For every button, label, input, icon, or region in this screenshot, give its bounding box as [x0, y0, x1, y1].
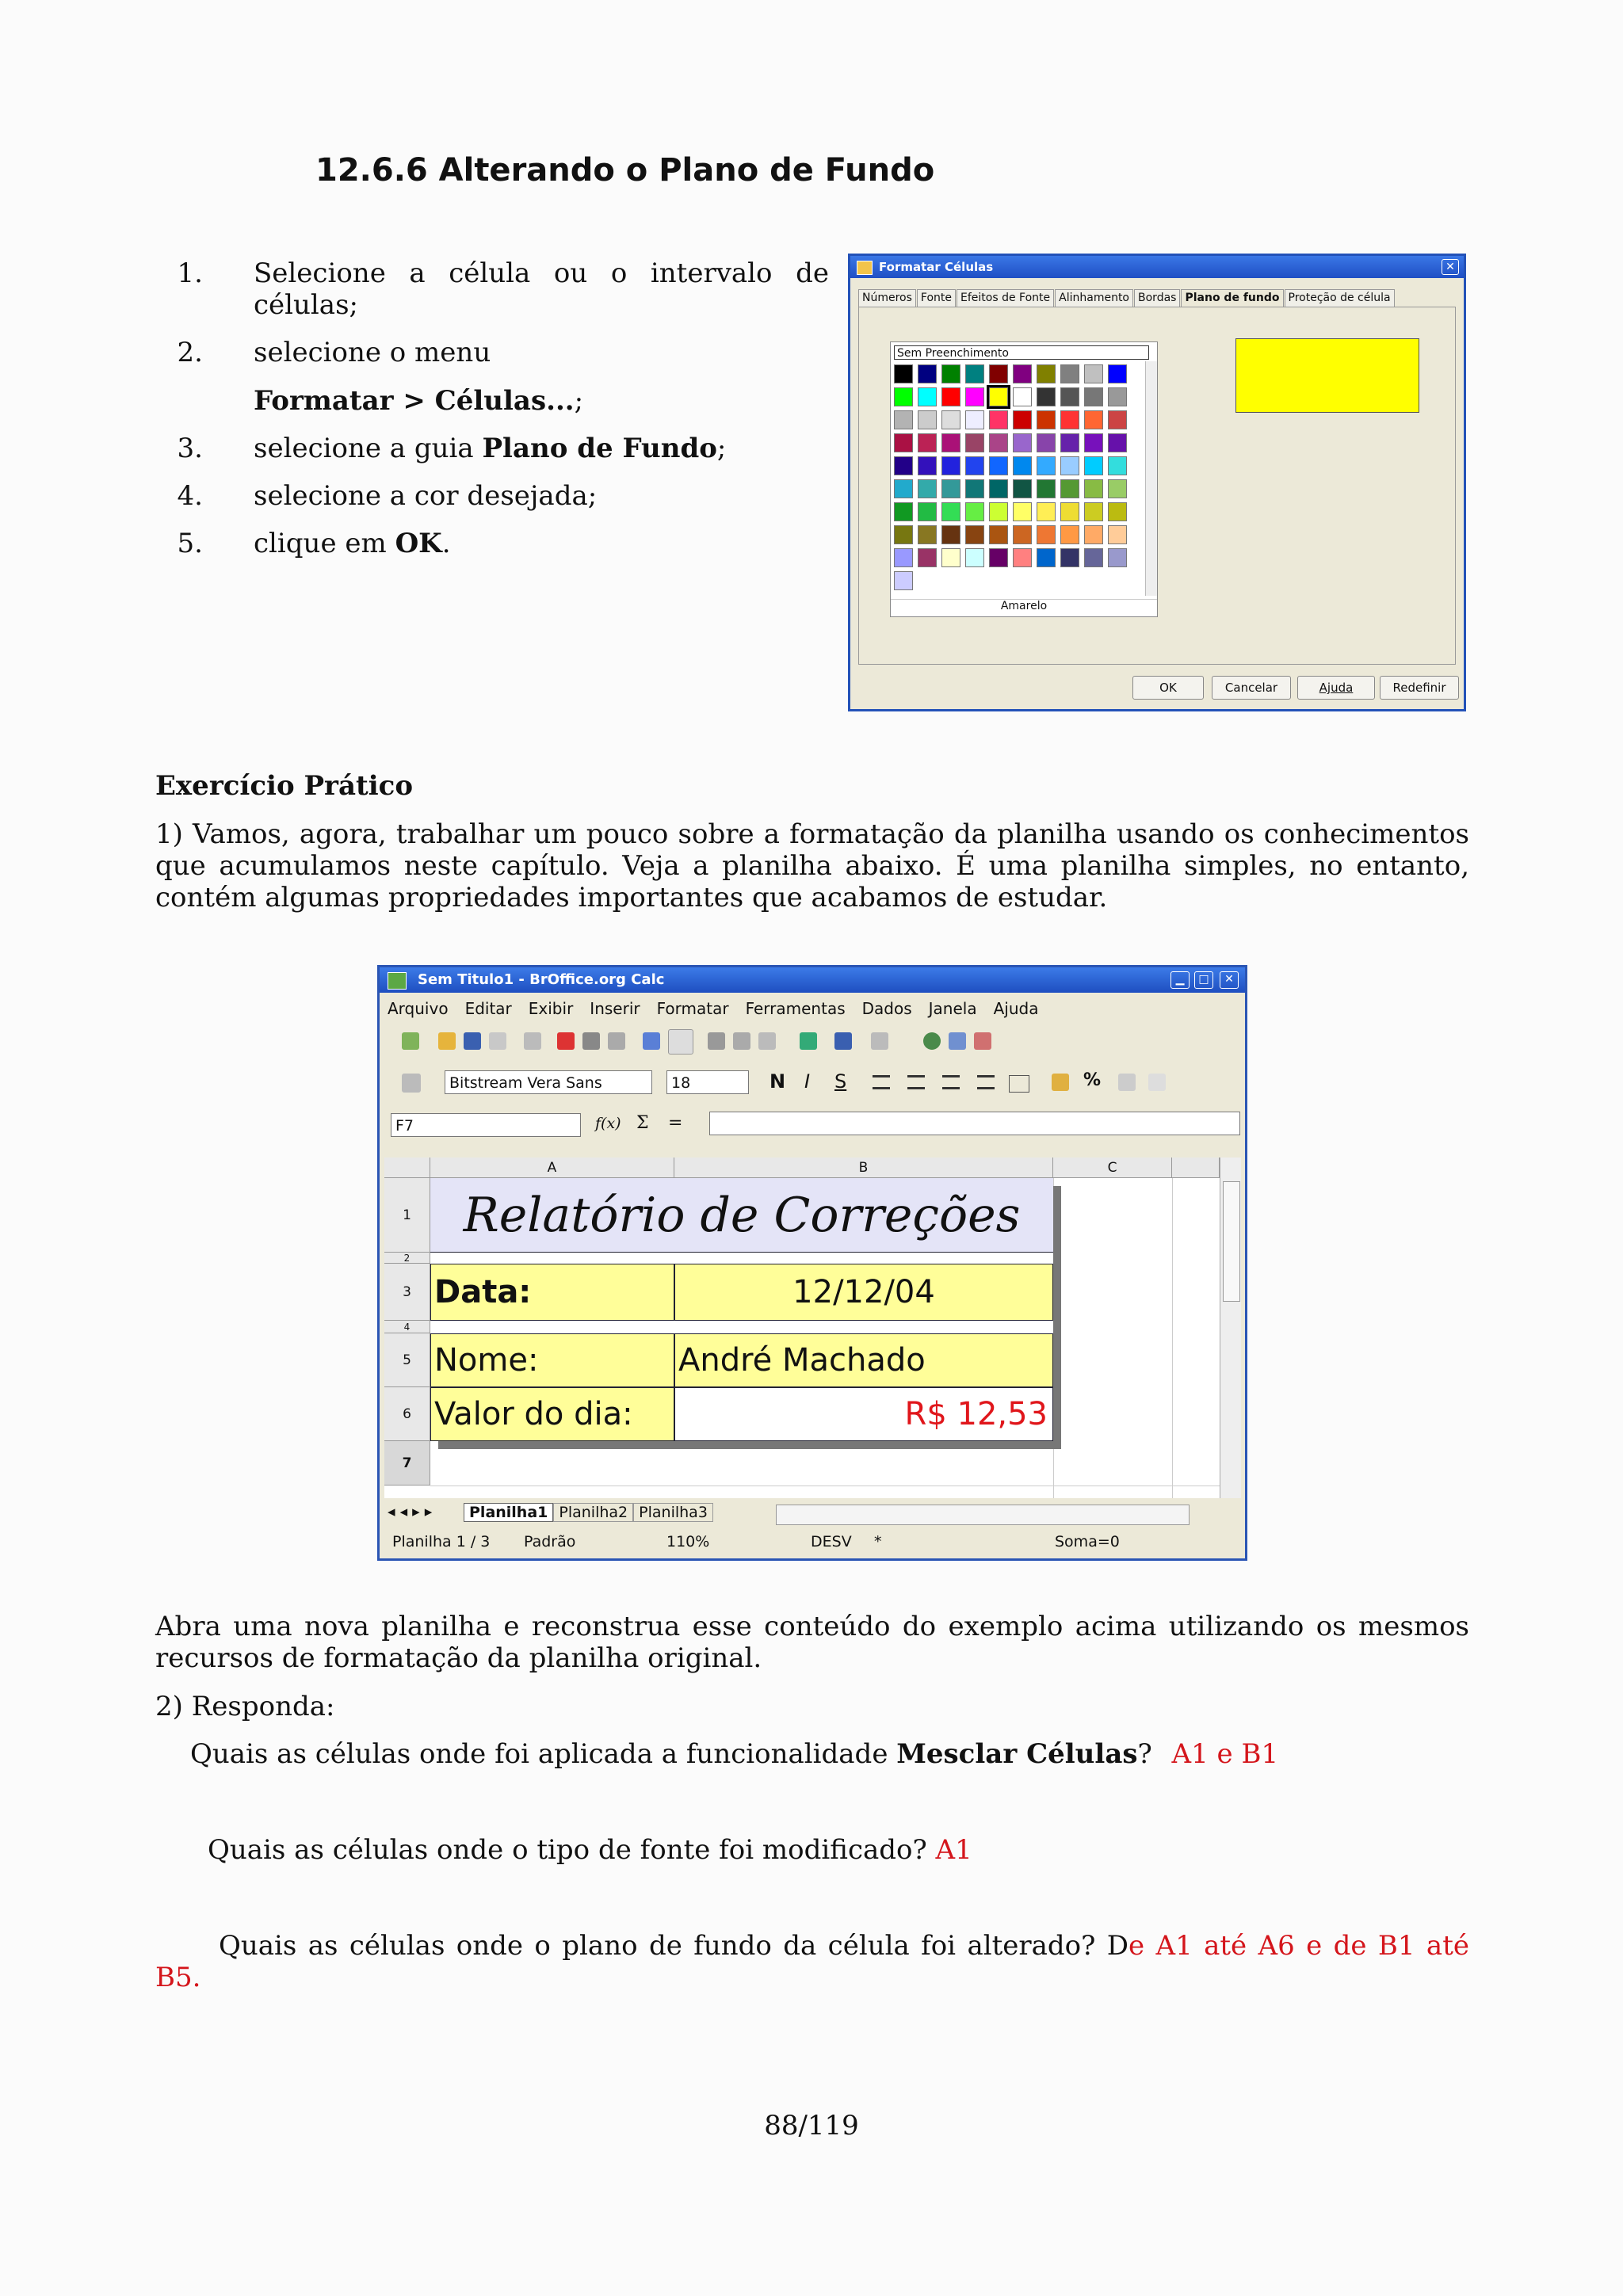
function-wizard-icon[interactable]: f(x) — [595, 1115, 621, 1132]
question-1: Quais as células onde foi aplicada a funcionalidade Mesclar Células? A1 e B1 — [190, 1738, 1279, 1770]
cell-b6[interactable]: R$ 12,53 — [674, 1387, 1053, 1441]
color-swatch[interactable] — [1013, 364, 1032, 383]
cell-a3[interactable]: Data: — [430, 1264, 674, 1321]
menu-ferramentas[interactable]: Ferramentas — [745, 999, 846, 1018]
color-swatch[interactable] — [894, 433, 913, 452]
color-swatch[interactable] — [965, 410, 984, 429]
color-swatch[interactable] — [894, 479, 913, 498]
column-header-a[interactable]: A — [430, 1158, 674, 1178]
edit-file-icon[interactable] — [524, 1032, 541, 1050]
color-swatch[interactable] — [1060, 364, 1079, 383]
status-sheet: Planilha 1 / 3 — [392, 1533, 491, 1550]
tab-numeros[interactable]: Números — [858, 289, 916, 307]
color-swatch[interactable] — [989, 525, 1008, 544]
color-swatch[interactable] — [918, 364, 937, 383]
reset-button[interactable]: Redefinir — [1380, 676, 1459, 700]
color-swatch[interactable] — [1108, 502, 1127, 521]
pdf-icon[interactable] — [557, 1032, 575, 1050]
color-swatch[interactable] — [1037, 410, 1056, 429]
color-swatch[interactable] — [1084, 525, 1103, 544]
calc-titlebar: Sem Titulo1 - BrOffice.org Calc ▁ □ ✕ — [380, 967, 1245, 993]
row-header-2[interactable]: 2 — [384, 1253, 430, 1264]
minimize-icon[interactable]: ▁ — [1170, 971, 1190, 989]
undo-icon[interactable] — [834, 1032, 852, 1050]
sheet-tabs — [388, 1503, 713, 1522]
answer-3: e A1 até A6 e de B1 até — [1128, 1930, 1469, 1962]
formula-input[interactable] — [709, 1112, 1240, 1135]
standard-toolbar — [391, 1026, 1223, 1056]
number-format-icon[interactable] — [1118, 1074, 1136, 1091]
row-header-1[interactable]: 1 — [384, 1178, 430, 1253]
redo-icon[interactable] — [871, 1032, 888, 1050]
styles-icon[interactable] — [402, 1074, 421, 1093]
color-swatch[interactable] — [965, 387, 984, 406]
color-swatch[interactable] — [941, 387, 960, 406]
menu-bar — [388, 999, 1055, 1018]
color-swatch[interactable] — [941, 525, 960, 544]
email-icon[interactable] — [489, 1032, 506, 1050]
tab-alinhamento[interactable]: Alinhamento — [1055, 289, 1133, 307]
color-swatch[interactable] — [1108, 548, 1127, 567]
step-1-cont: células; — [254, 289, 358, 321]
color-swatch[interactable] — [918, 387, 937, 406]
column-header-b[interactable]: B — [674, 1158, 1053, 1178]
color-swatch[interactable] — [1013, 525, 1032, 544]
menu-editar[interactable]: Editar — [464, 999, 512, 1018]
status-mode[interactable]: DESV — [811, 1533, 852, 1550]
bold-icon[interactable]: N — [769, 1070, 786, 1093]
page-number: 88/119 — [764, 2110, 859, 2142]
tab-efeitos[interactable]: Efeitos de Fonte — [957, 289, 1054, 307]
color-swatch[interactable] — [941, 364, 960, 383]
copy-icon[interactable] — [733, 1032, 750, 1050]
tab-plano-de-fundo[interactable]: Plano de fundo — [1181, 289, 1283, 307]
color-swatch[interactable] — [1037, 502, 1056, 521]
color-swatch[interactable] — [894, 548, 913, 567]
color-swatch[interactable] — [918, 479, 937, 498]
save-icon[interactable] — [464, 1032, 481, 1050]
cell-a4[interactable] — [430, 1321, 1053, 1333]
step-5: 5. clique em OK. — [177, 528, 451, 559]
color-swatch[interactable] — [1037, 456, 1056, 475]
color-swatch[interactable] — [1060, 456, 1079, 475]
color-swatch[interactable] — [1060, 433, 1079, 452]
format-paintbrush-icon[interactable] — [800, 1032, 817, 1050]
color-swatch[interactable] — [989, 479, 1008, 498]
align-center-icon[interactable] — [907, 1075, 925, 1089]
status-bar — [384, 1531, 1240, 1554]
color-swatch[interactable] — [1037, 548, 1056, 567]
calc-app-icon — [388, 972, 407, 990]
no-fill-option[interactable]: Sem Preenchimento — [894, 345, 1149, 360]
color-swatch[interactable] — [1084, 364, 1103, 383]
status-style: Padrão — [524, 1533, 576, 1550]
color-swatch[interactable] — [965, 502, 984, 521]
color-swatch[interactable] — [1037, 364, 1056, 383]
color-swatch[interactable] — [1013, 548, 1032, 567]
justify-icon[interactable] — [977, 1075, 995, 1089]
exercise-paragraph-2: Abra uma nova planilha e reconstrua esse conteúdo do exemplo acima utilizando os mesmos recursos de formatação da planilha original. — [155, 1611, 1469, 1674]
gridline — [1172, 1178, 1173, 1498]
color-swatch[interactable] — [965, 525, 984, 544]
formatting-toolbar — [391, 1067, 1223, 1099]
color-swatch[interactable] — [1108, 364, 1127, 383]
color-swatch[interactable] — [1013, 410, 1032, 429]
autospell-icon[interactable] — [668, 1029, 693, 1055]
color-swatch[interactable] — [1084, 479, 1103, 498]
color-swatch[interactable] — [894, 364, 913, 383]
corner-cell[interactable] — [384, 1158, 430, 1178]
color-swatch[interactable] — [918, 410, 937, 429]
color-swatch[interactable] — [989, 548, 1008, 567]
print-icon[interactable] — [582, 1032, 600, 1050]
color-swatch[interactable] — [1108, 433, 1127, 452]
sheet-tab-3[interactable]: Planilha3 — [633, 1503, 713, 1522]
color-swatch[interactable] — [918, 456, 937, 475]
color-swatch[interactable] — [894, 410, 913, 429]
menu-exibir[interactable]: Exibir — [528, 999, 574, 1018]
step-3: 3. selecione a guia Plano de Fundo; — [177, 433, 727, 464]
menu-arquivo[interactable]: Arquivo — [388, 999, 449, 1018]
color-swatch[interactable] — [1013, 456, 1032, 475]
step-2: 2. selecione o menu — [177, 337, 491, 368]
hyperlink-icon[interactable] — [923, 1032, 941, 1050]
row-header-6[interactable]: 6 — [384, 1387, 430, 1441]
color-swatch[interactable] — [1013, 433, 1032, 452]
color-swatch[interactable] — [941, 479, 960, 498]
tab-fonte[interactable]: Fonte — [917, 289, 956, 307]
ok-button[interactable]: OK — [1132, 676, 1204, 700]
answer-2: A1 — [935, 1834, 972, 1866]
color-swatch[interactable] — [1060, 479, 1079, 498]
color-swatch[interactable] — [941, 502, 960, 521]
cell-b5[interactable]: André Machado — [674, 1333, 1053, 1387]
color-swatch[interactable] — [1060, 525, 1079, 544]
color-swatch[interactable] — [1084, 456, 1103, 475]
color-swatch[interactable] — [1037, 387, 1056, 406]
font-size-box[interactable]: 18 — [666, 1070, 749, 1094]
color-swatch[interactable] — [918, 502, 937, 521]
color-swatch[interactable] — [1084, 548, 1103, 567]
vertical-scrollbar[interactable] — [1220, 1158, 1241, 1498]
sheet-tab-1[interactable]: Planilha1 — [464, 1503, 553, 1522]
column-header-c[interactable]: C — [1053, 1158, 1172, 1178]
color-preview — [1235, 338, 1419, 413]
new-icon[interactable] — [402, 1032, 419, 1050]
app-icon — [857, 261, 873, 275]
color-swatch[interactable] — [989, 502, 1008, 521]
row-header-5[interactable]: 5 — [384, 1333, 430, 1387]
color-swatch[interactable] — [989, 456, 1008, 475]
align-right-icon[interactable] — [942, 1075, 960, 1089]
percent-icon[interactable]: % — [1083, 1070, 1102, 1090]
menu-dados[interactable]: Dados — [861, 999, 912, 1018]
color-swatch[interactable] — [989, 433, 1008, 452]
color-swatch[interactable] — [989, 410, 1008, 429]
color-swatch[interactable] — [1013, 502, 1032, 521]
color-swatch[interactable] — [1108, 410, 1127, 429]
dialog-titlebar: Formatar Células ✕ — [850, 256, 1464, 278]
color-swatch[interactable] — [989, 364, 1008, 383]
color-swatch[interactable] — [941, 548, 960, 567]
color-swatch[interactable] — [894, 387, 913, 406]
color-swatch[interactable] — [965, 548, 984, 567]
status-zoom[interactable]: 110% — [666, 1533, 710, 1550]
section-heading: 12.6.6 Alterando o Plano de Fundo — [315, 152, 935, 189]
row-header-4[interactable]: 4 — [384, 1321, 430, 1333]
color-swatch[interactable] — [1108, 387, 1127, 406]
color-swatch[interactable] — [1037, 433, 1056, 452]
step-4: 4. selecione a cor desejada; — [177, 480, 598, 512]
status-sum: Soma=0 — [1055, 1533, 1120, 1550]
calc-window — [377, 965, 1247, 1561]
color-swatch[interactable] — [1108, 456, 1127, 475]
answer-3-cont: B5. — [155, 1962, 201, 1993]
question-2: Quais as células onde o tipo de fonte foi modificado? A1 — [208, 1834, 972, 1866]
color-swatch[interactable] — [894, 502, 913, 521]
color-swatch[interactable] — [1060, 502, 1079, 521]
row-header-3[interactable]: 3 — [384, 1264, 430, 1321]
cancel-button[interactable]: Cancelar — [1212, 676, 1291, 700]
color-swatch[interactable] — [894, 525, 913, 544]
color-swatch[interactable] — [1084, 433, 1103, 452]
format-cells-dialog — [848, 254, 1466, 711]
close-icon[interactable]: ✕ — [1220, 971, 1239, 989]
color-swatch[interactable] — [1037, 525, 1056, 544]
tab-protecao[interactable]: Proteção de célula — [1285, 289, 1395, 307]
menu-janela[interactable]: Janela — [928, 999, 977, 1018]
tab-bordas[interactable]: Bordas — [1134, 289, 1180, 307]
color-swatch[interactable] — [965, 456, 984, 475]
color-swatch[interactable] — [1084, 502, 1103, 521]
cell-a6[interactable]: Valor do dia: — [430, 1387, 674, 1441]
color-name-label: Amarelo — [891, 599, 1157, 612]
color-swatch[interactable] — [1108, 525, 1127, 544]
palette-scrollbar[interactable] — [1145, 361, 1157, 596]
color-swatch[interactable] — [1060, 387, 1079, 406]
spreadsheet-grid[interactable] — [384, 1158, 1240, 1498]
spellcheck-icon[interactable] — [643, 1032, 660, 1050]
scrollbar-thumb[interactable] — [1223, 1181, 1240, 1302]
column-header-d[interactable] — [1172, 1158, 1220, 1178]
exercise-paragraph-1: 1) Vamos, agora, trabalhar um pouco sobre a formatação da planilha usando os conhecimentos que acumulamos neste capítulo. Veja a planilha abaixo. É uma planilha simples, no entanto, contém algumas propriedades importantes que acabamos de estudar. — [155, 818, 1469, 913]
color-swatch[interactable] — [989, 387, 1008, 406]
cell-a5[interactable]: Nome: — [430, 1333, 674, 1387]
merge-cells-icon[interactable] — [1009, 1075, 1029, 1093]
open-icon[interactable] — [438, 1032, 456, 1050]
color-swatch[interactable] — [1013, 479, 1032, 498]
color-swatch[interactable] — [1037, 479, 1056, 498]
color-swatch[interactable] — [941, 456, 960, 475]
sort-descending-icon[interactable] — [974, 1032, 991, 1050]
status-modified: * — [874, 1533, 882, 1550]
align-left-icon[interactable] — [873, 1075, 890, 1089]
exercise-title: Exercício Prático — [155, 770, 413, 802]
cell-a1[interactable]: Relatório de Correções — [430, 1178, 1053, 1253]
menu-formatar[interactable]: Formatar — [656, 999, 729, 1018]
maximize-icon[interactable]: □ — [1194, 971, 1213, 989]
color-swatch[interactable] — [941, 410, 960, 429]
color-swatch[interactable] — [1060, 410, 1079, 429]
sheet-nav[interactable]: ◂ ◂ ▸ ▸ — [388, 1503, 433, 1520]
color-palette[interactable] — [890, 341, 1158, 617]
color-swatch[interactable] — [894, 571, 913, 590]
dialog-tabs — [858, 289, 1396, 307]
close-icon[interactable]: ✕ — [1442, 259, 1459, 275]
color-swatch[interactable] — [965, 433, 984, 452]
color-swatch[interactable] — [1084, 387, 1103, 406]
currency-icon[interactable] — [1052, 1074, 1069, 1091]
font-name-box[interactable]: Bitstream Vera Sans — [445, 1070, 652, 1094]
equals-icon[interactable]: = — [668, 1113, 683, 1133]
cut-icon[interactable] — [708, 1032, 725, 1050]
sort-ascending-icon[interactable] — [949, 1032, 966, 1050]
preview-icon[interactable] — [608, 1032, 625, 1050]
name-box[interactable]: F7 — [391, 1113, 581, 1137]
sheet-tab-2[interactable]: Planilha2 — [553, 1503, 633, 1522]
step-2-menu: Formatar > Células...; — [254, 385, 584, 417]
color-swatch[interactable] — [1013, 387, 1032, 406]
horizontal-scrollbar[interactable] — [776, 1505, 1190, 1525]
color-swatch[interactable] — [1108, 479, 1127, 498]
cell-b3[interactable]: 12/12/04 — [674, 1264, 1053, 1321]
exercise-paragraph-3: 2) Responda: — [155, 1691, 335, 1722]
cell-a2[interactable] — [430, 1253, 1053, 1264]
color-swatch[interactable] — [965, 479, 984, 498]
question-3: Quais as células onde o plano de fundo da célula foi alterado? De A1 até A6 e de B1 até — [219, 1930, 1469, 1962]
underline-icon[interactable]: S — [834, 1070, 847, 1093]
paste-icon[interactable] — [758, 1032, 776, 1050]
color-swatch[interactable] — [918, 548, 937, 567]
menu-ajuda[interactable]: Ajuda — [993, 999, 1039, 1018]
color-swatch[interactable] — [918, 525, 937, 544]
color-swatch[interactable] — [1084, 410, 1103, 429]
menu-inserir[interactable]: Inserir — [590, 999, 640, 1018]
sum-icon[interactable]: Σ — [636, 1113, 649, 1133]
italic-icon[interactable]: I — [804, 1070, 811, 1093]
answer-1: A1 e B1 — [1171, 1738, 1279, 1770]
help-button[interactable]: Ajuda — [1297, 676, 1375, 700]
color-swatches[interactable] — [894, 364, 1141, 594]
color-swatch[interactable] — [941, 433, 960, 452]
color-swatch[interactable] — [918, 433, 937, 452]
decimal-icon[interactable] — [1148, 1074, 1166, 1091]
color-swatch[interactable] — [1060, 548, 1079, 567]
color-swatch[interactable] — [894, 456, 913, 475]
color-swatch[interactable] — [965, 364, 984, 383]
step-1: 1. Selecione a célula ou o intervalo de — [177, 257, 829, 289]
row-header-7[interactable]: 7 — [384, 1441, 430, 1486]
